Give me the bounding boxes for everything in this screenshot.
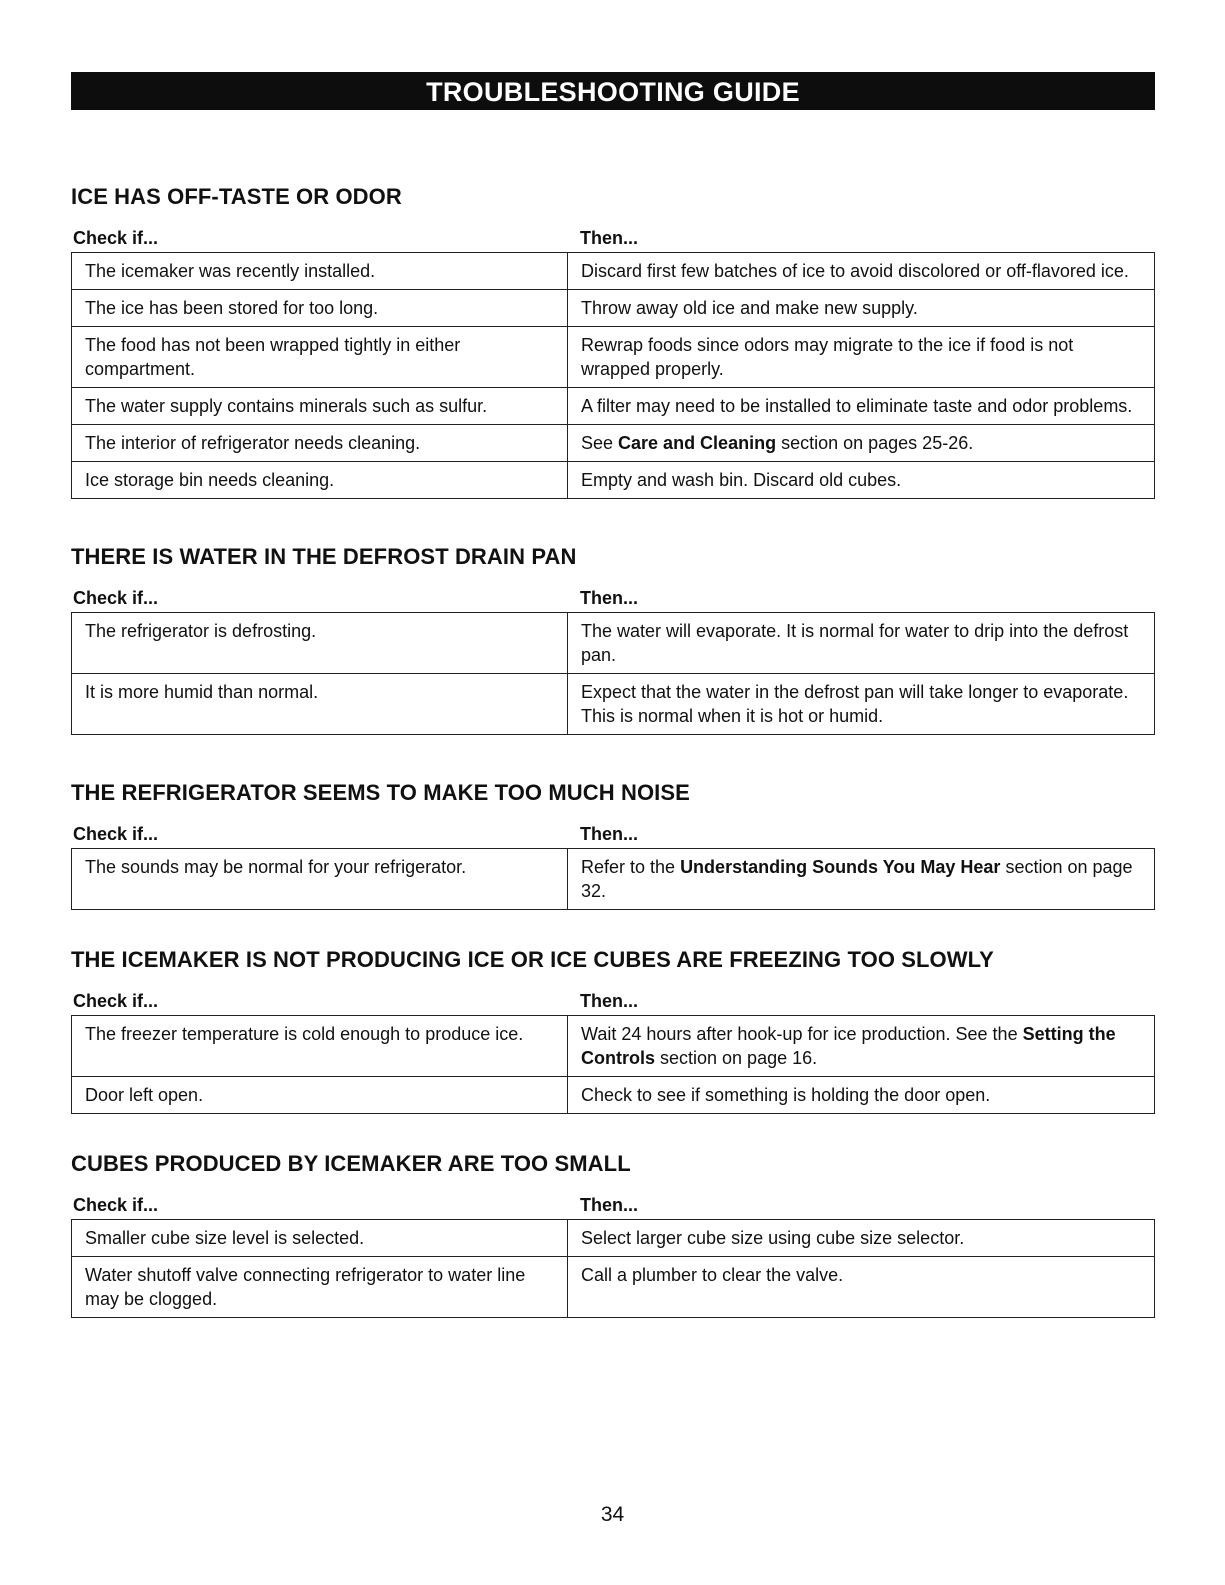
- then-cell: A filter may need to be installed to eliminate taste and odor problems.: [568, 388, 1155, 425]
- check-cell: Water shutoff valve connecting refrigerator to water line may be clogged.: [72, 1257, 568, 1318]
- then-cell: [568, 1016, 1155, 1077]
- troubleshooting-table: [71, 848, 1155, 910]
- check-cell: The water supply contains minerals such as sulfur.: [72, 388, 568, 425]
- check-if-header: Check if...: [73, 228, 159, 248]
- check-cell: The icemaker was recently installed.: [72, 253, 568, 290]
- table-row: [72, 1016, 1155, 1077]
- understanding-sounds-reference: Understanding Sounds You May Hear: [680, 857, 1001, 877]
- table-row: [72, 253, 1155, 290]
- section-ice-off-taste: [71, 184, 1155, 499]
- check-if-header: Check if...: [73, 1195, 159, 1215]
- then-cell: Call a plumber to clear the valve.: [568, 1257, 1155, 1318]
- section-title: THERE IS WATER IN THE DEFROST DRAIN PAN: [71, 544, 577, 569]
- check-cell: The freezer temperature is cold enough to produce ice.: [72, 1016, 568, 1077]
- table-row: [72, 1220, 1155, 1257]
- then-header: Then...: [580, 824, 638, 844]
- then-header: Then...: [580, 1195, 638, 1215]
- then-header: Then...: [580, 228, 638, 248]
- check-cell: The interior of refrigerator needs cleaning.: [72, 425, 568, 462]
- section-cubes-too-small: [71, 1151, 1155, 1318]
- then-cell: Throw away old ice and make new supply.: [568, 290, 1155, 327]
- then-cell: Discard first few batches of ice to avoid discolored or off-flavored ice.: [568, 253, 1155, 290]
- troubleshooting-table: [71, 1219, 1155, 1318]
- then-cell: Check to see if something is holding the door open.: [568, 1077, 1155, 1114]
- care-and-cleaning-reference: Care and Cleaning: [618, 433, 777, 453]
- then-text: section on pages 25-26.: [776, 433, 974, 453]
- check-if-header: Check if...: [73, 991, 159, 1011]
- page-title: TROUBLESHOOTING GUIDE: [71, 72, 1155, 110]
- check-cell: It is more humid than normal.: [72, 674, 568, 735]
- check-cell: Smaller cube size level is selected.: [72, 1220, 568, 1257]
- check-cell: The refrigerator is defrosting.: [72, 613, 568, 674]
- check-cell: Door left open.: [72, 1077, 568, 1114]
- table-row: [72, 1077, 1155, 1114]
- check-cell: Ice storage bin needs cleaning.: [72, 462, 568, 499]
- then-text: Refer to the: [581, 857, 681, 877]
- section-title: ICE HAS OFF-TASTE OR ODOR: [71, 184, 402, 209]
- then-text: Wait 24 hours after hook-up for ice production. See the: [581, 1024, 1023, 1044]
- troubleshooting-page: [71, 72, 1155, 1318]
- then-cell: Rewrap foods since odors may migrate to the ice if food is not wrapped properly.: [568, 327, 1155, 388]
- check-cell: The sounds may be normal for your refrigerator.: [72, 849, 568, 910]
- column-headers: [71, 228, 1155, 252]
- then-text: section on page 32.: [581, 857, 1133, 901]
- section-title: THE ICEMAKER IS NOT PRODUCING ICE OR ICE CUBES ARE FREEZING TOO SLOWLY: [71, 947, 994, 972]
- table-row: [72, 674, 1155, 735]
- then-cell: Expect that the water in the defrost pan will take longer to evaporate. This is normal when it is hot or humid.: [568, 674, 1155, 735]
- section-too-much-noise: [71, 780, 1155, 910]
- troubleshooting-table: [71, 252, 1155, 499]
- table-row: [72, 613, 1155, 674]
- then-header: Then...: [580, 588, 638, 608]
- table-row: [72, 290, 1155, 327]
- table-row: [72, 388, 1155, 425]
- section-water-drain-pan: [71, 544, 1155, 735]
- check-if-header: Check if...: [73, 824, 159, 844]
- table-row: [72, 1257, 1155, 1318]
- table-row: [72, 849, 1155, 910]
- then-cell: The water will evaporate. It is normal for water to drip into the defrost pan.: [568, 613, 1155, 674]
- then-text: section on page 16.: [655, 1048, 818, 1068]
- section-icemaker-not-producing: [71, 947, 1155, 1114]
- then-cell: [568, 425, 1155, 462]
- table-row: [72, 327, 1155, 388]
- setting-the-controls-reference: Setting the Controls: [581, 1024, 1116, 1068]
- check-cell: The food has not been wrapped tightly in either compartment.: [72, 327, 568, 388]
- check-if-header: Check if...: [73, 588, 159, 608]
- page-number: 34: [600, 1503, 625, 1526]
- check-cell: The ice has been stored for too long.: [72, 290, 568, 327]
- column-headers: [71, 1195, 1155, 1219]
- column-headers: [71, 588, 1155, 612]
- then-cell: Select larger cube size using cube size selector.: [568, 1220, 1155, 1257]
- section-title: CUBES PRODUCED BY ICEMAKER ARE TOO SMALL: [71, 1151, 631, 1176]
- table-row: [72, 425, 1155, 462]
- troubleshooting-table: [71, 1015, 1155, 1114]
- troubleshooting-table: [71, 612, 1155, 735]
- then-text: See: [581, 433, 619, 453]
- section-title: THE REFRIGERATOR SEEMS TO MAKE TOO MUCH NOISE: [71, 780, 690, 805]
- then-cell: [568, 849, 1155, 910]
- column-headers: [71, 824, 1155, 848]
- table-row: [72, 462, 1155, 499]
- then-cell: Empty and wash bin. Discard old cubes.: [568, 462, 1155, 499]
- column-headers: [71, 991, 1155, 1015]
- then-header: Then...: [580, 991, 638, 1011]
